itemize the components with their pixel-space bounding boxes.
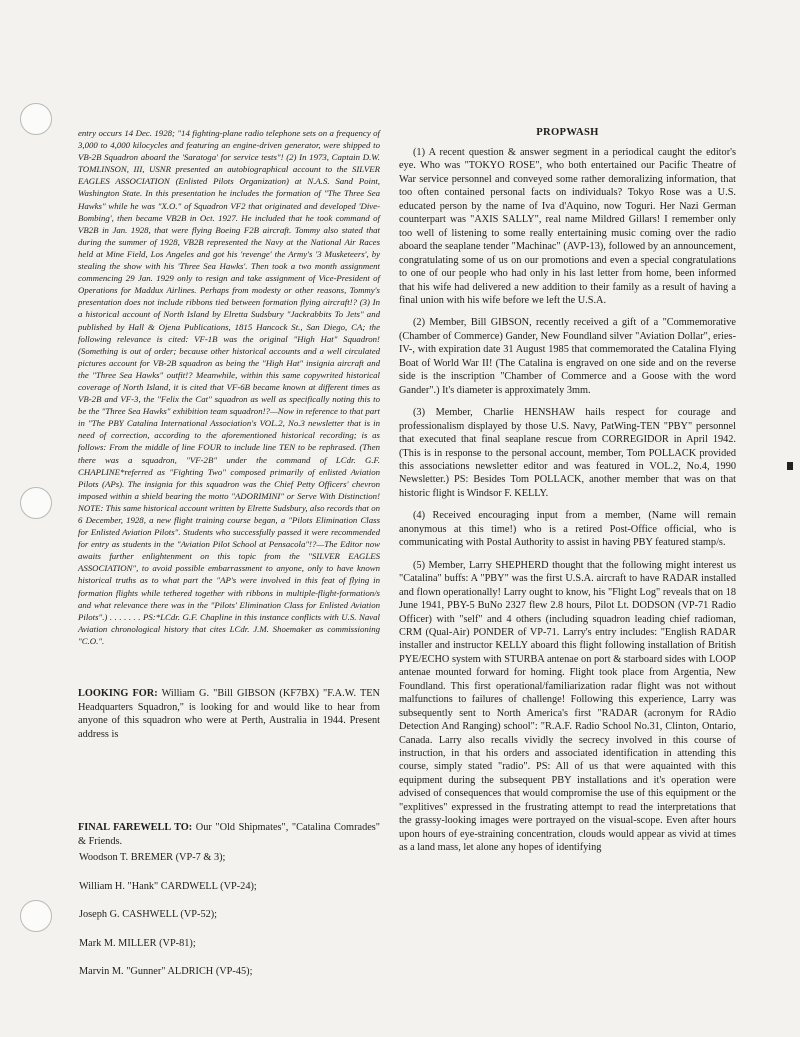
final-farewell-text: Our "Old Shipmates", "Catalina Comrades" & Friends. bbox=[78, 822, 380, 847]
list-item: Woodson T. BREMER (VP-7 & 3); bbox=[79, 852, 226, 864]
right-column bbox=[399, 127, 736, 855]
propwash-item-4: (4) Received encouraging input from a member, (Name will remain anonymous at this time!) who is a retired Post-Office official, who is communicating with Postal Authority to assist in having PBY featured stamp/s. bbox=[399, 510, 736, 549]
propwash-heading: PROPWASH bbox=[536, 127, 599, 138]
binder-hole bbox=[20, 487, 52, 519]
final-farewell-section bbox=[78, 821, 380, 977]
propwash-item-1: (1) A recent question & answer segment in a periodical caught the editor's eye. Who was "TOKYO ROSE", who both entertained our Pacific Theatre of War service personnel and conveyed some rather demoralizing information, that too often contained personal facts on individuals? Tokyo Rose was a U.S. educated person by the name of Iva d'Aquino, now Toguri. Her Nazi German counterpart was "AXIS SALLY", real name Mildred Gillars! I remember only too well of listening to some really entertaining music coming over the radio aboard the seaplane tender "Machinac" (AVP-13), followed by an announcement, congratulating some of us on our promotions and even a special congratulations to one of our people who had only in his last letter from home, been informed that his wife had delivered a new addition to their family as a result of having a final union with his wife before we left the U.S.A. bbox=[399, 147, 736, 306]
looking-for-notice bbox=[78, 687, 380, 741]
looking-for-text: William G. "Bill GIBSON (KF7BX) "F.A.W. TEN Headquarters Squadron," is looking for and would like to hear from anyone of this squadron who were at Perth, Australia in 1944. Present address is bbox=[78, 688, 380, 740]
list-item: Joseph G. CASHWELL (VP-52); bbox=[79, 909, 218, 921]
final-farewell-intro bbox=[78, 821, 380, 848]
binder-hole bbox=[20, 900, 52, 932]
propwash-item-2: (2) Member, Bill GIBSON, recently received a gift of a "Commemorative (Chamber of Commerce) Gander, New Foundland silver "Aviation Dollar", eries-IV-, with expiration date 31 August 1985 that commemorated the Catalina Flying Boat of World War II! (The Catalina is engraved on one side and on the reverse side is the inscription "Chamber of Commerce and a Goose with the word Gander".) It's diameter is approximately 3mm. bbox=[399, 317, 736, 396]
farewell-list bbox=[78, 852, 380, 977]
list-item: Marvin M. "Gunner" ALDRICH (VP-45); bbox=[79, 966, 253, 978]
propwash-item-5: (5) Member, Larry SHEPHERD thought that the following might interest us "Catalina" buffs: A "PBY" was the first U.S.A. aircraft to have RADAR installed and flown operationally! Larry ought to know, his "Flight Log" reveals that on 18 June 1941, PBY-5 BuNo 2327 flew 2.8 hours, Pilot Lt. DODSON (VP-71 Radio Officer) with "self" and 4 others (including squadron leading chief radioman, CRM (Qual-Air) PONDER of VP-71. Larry's entry includes: "English RADAR installer and instructor KELLY aboard this flight following installation of British PYE/ECHO system with STURBA antenae on port & starboard sides with LOOP antenae mounted forward for homing. Flight took place from Argentia, New Foundland. This first operational/familiarization radar flight was not without malfunctions to failures of challenge! Following this experience, Larry was subsequently sent to North America's first "RADAR (acronym for RAdio Detection And Ranging) school": "R.A.F. Radio School No.31, Clinton, Ontario, Canada. Larry also recalls vividly the secrecy involved in this course of instruction, in that his orders and associated identification in attending this course, simply stated "radio". PS: All of us that were aquainted with this equipment during the subsequent PBY installations and it's operation were advised of consequences that would compromise the use of this equipment or the "explitives" expressed in the frustrating attempt to read the interpretations that the grassy-looking images were portrayed on the visual-scope. Even after hours upon hours of eye-straining concentration, clouds would appear as vivid at times as a land mass, let alone any hopes of identifying bbox=[399, 559, 736, 854]
list-item: Mark M. MILLER (VP-81); bbox=[79, 937, 196, 949]
history-correction-text: entry occurs 14 Dec. 1928; "14 fighting-plane radio telephone sets on a frequency of 3,000 to 4,000 kilocycles and featuring an engine-driven generator, were shipped to VB-2B Squadron aboard the 'Saratoga' for service tests"! (2) In 1973, Captain D.W. TOMLINSON, III, USNR presented an autobiographical account to the SILVER EAGLES ASSOCIATION (Enlisted Pilots Organization) at N.A.S. Sand Point, Washington State. In this presentation he includes the formation of "The Three Sea Hawks" while he was "X.O." of Squadron VF2 that originated and developed 'Dive-Bombing', then became VB2B in Oct. 1927. He included that he took command of VB2B in Jan. 1928, that were flying Boeing F2B aircraft. Tommy also stated that during the summer of 1928, VB2B represented the Navy at the National Air Races held at Mine Field, Los Angeles and got his 'revenge' the Army's '3 Musketeers', by stealing the show with his 'Three Sea Hawks'. Then took a two month assignment commencing 29 Jan. 1929 only to resign and take assignment of Vice-President of Operations for Maddux Airlines. Perhaps from modesty or other reasons, Tommy's presentation does not include ribbons tied between formation flying aircraft!? (3) In a historical account of North Island by Elretta Sudsbury "Jackrabbits To Jets" and published by Hall & Ojena Publications, 1815 Hancock St., San Diego, CA; the following relevance is cited: VF-1B was the original "High Hat" Squadron! (Something is out of order; because other historical accounts and a well circulated pictures account for VB-2B squadron as being the "High Hat" insignia aircraft and the "Three Sea Hawks" outfit!? Meanwhile, within this same copywrited historical coverage of North Island, it is cited that VF-6B became known at different times as VB-2B and VF-3, the "Felix the Cat" squadron as well as specifically noting this to be the "Three Sea Hawks" exhibition team squadron!?—Now in reference to that part in "The PBY Catalina International Association's VOL.2, No.3 newsletter that is in need of correction, according to the aforementioned historical recording; is as follows: From the middle of line FOUR to include line TEN to be rephrased. (Then there was a squadron, "VF-2B" under the command of LCdr. G.F. CHAPLINE*referred as "Fighting Two" composed primarily of enlisted Aviation Pilots (APs). The insignia for this squadron was the Chief Petty Officers' chevron imposed within a shield bearing the motto "ADORIMINI" or Serve With Distinction! NOTE: This same historical account written by Elrette Sudsbury, also records that on 6 December, 1928, a new flight training course began, a "Pilots Elimination Class for Enlisted Aviation Pilots". Students who successfully passed it were recommended for entry as students in the "Aviation Pilot School at Pensacola"!?—The Editor now awaits further enlightenment on this topic from the "SILVER EAGLES ASSOCIATION", to avoid possible embarrassment to anyone, only to have known historical truths as to what part the "AP's were involved in this feat of flying in formation flights while tethered together with ribbons in multiple-flight-formation/s and what relevance there was in the "Pilots' Elimination Class for Enlisted Aviation Pilots".) . . . . . . . PS:*LCdr. G.F. Chapline in this instance conflicts with U.S. Naval Aviation chronological history that cites LCdr. J.M. Shoemaker as commissioning "C.O.". bbox=[78, 128, 380, 646]
looking-for-lead: LOOKING FOR: bbox=[78, 688, 158, 700]
binder-hole bbox=[20, 103, 52, 135]
left-column bbox=[78, 127, 380, 995]
margin-mark bbox=[787, 462, 793, 470]
list-item: William H. "Hank" CARDWELL (VP-24); bbox=[79, 880, 257, 892]
final-farewell-lead: FINAL FAREWELL TO: bbox=[78, 822, 193, 834]
propwash-item-3: (3) Member, Charlie HENSHAW hails respect for courage and professionalism displayed by those U.S. Navy, PatWing-TEN "PBY" personnel that executed that final seaplane rescue from CORREGIDOR in April 1942. (This is in response to the personal account, member, Tom POLLACK provided this associations newsletter editor and was featured in VOL.2, No.4, 1990 Newsletter.) PS: Besides Tom POLLACK, another member that was on that historic flight is Windsor F. KELLY. bbox=[399, 407, 736, 499]
